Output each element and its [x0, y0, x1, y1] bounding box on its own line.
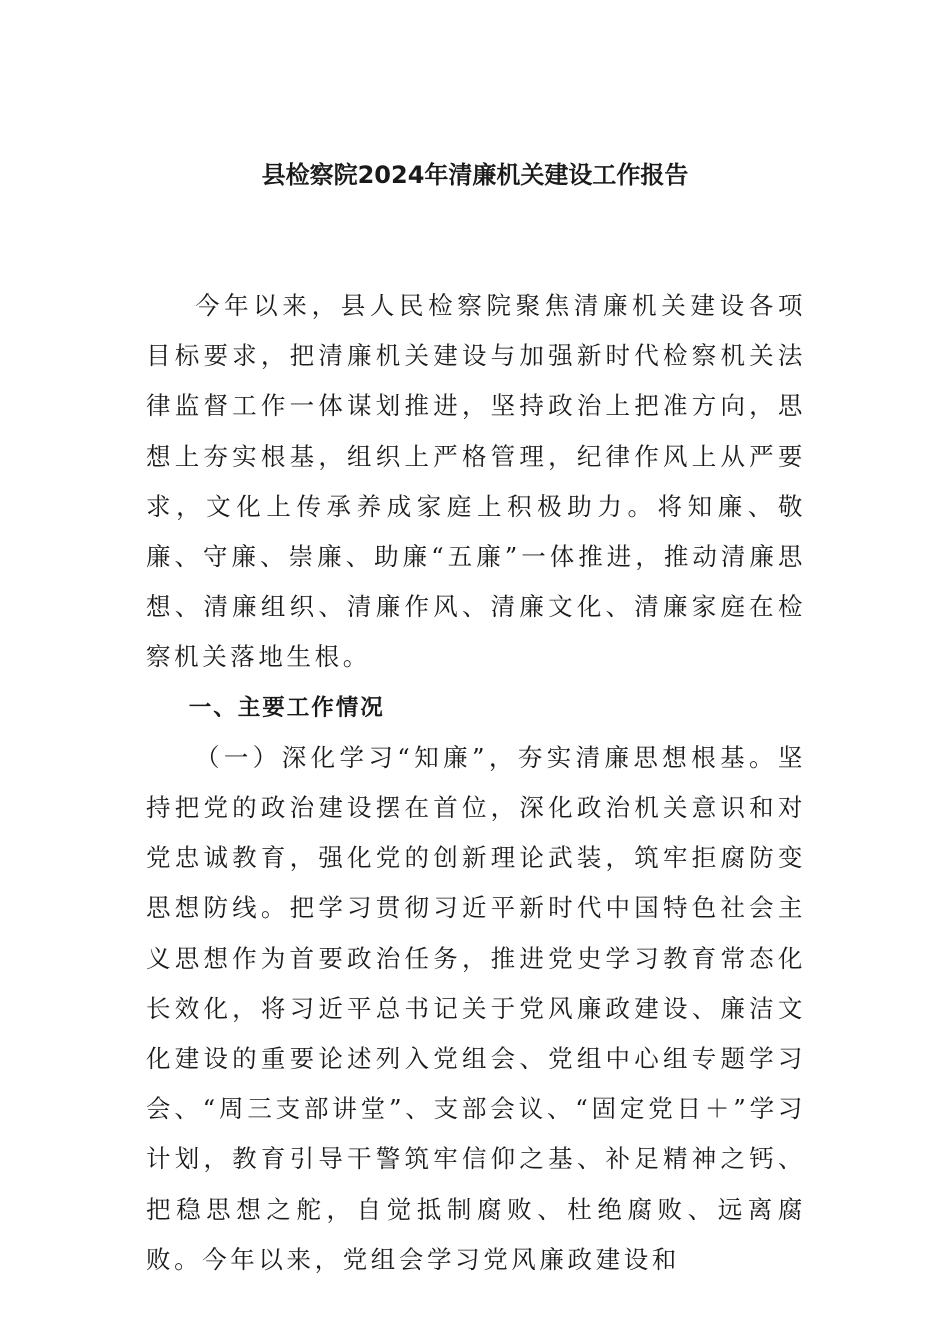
section-paragraph: （一）深化学习“知廉”，夯实清廉思想根基。坚持把党的政治建设摆在首位，深化政治机关意识和对党忠诚教育，强化党的创新理论武装，筑牢拒腐防变思想防线。把学习贯彻习近平新时代中国特色社会主义思想作为首要政治任务，推进党史学习教育常态化长效化，将习近平总书记关于党风廉政建设、廉洁文化建设的重要论述列入党组会、党组中心组专题学习会、“周三支部讲堂”、支部会议、“固定党日＋”学习计划，教育引导干警筑牢信仰之基、补足精神之钙、把稳思想之舵，自觉抵制腐败、杜绝腐败、远离腐败。今年以来，党组会学习党风廉政建设和 — [146, 742, 806, 1274]
section-heading: 一、主要工作情况 — [188, 694, 385, 721]
intro-paragraph: 今年以来，县人民检察院聚焦清廉机关建设各项目标要求，把清廉机关建设与加强新时代检察机关法律监督工作一体谋划推进，坚持政治上把准方向，思想上夯实根基，组织上严格管理，纪律作风上从严要求，文化上传承养成家庭上积极助力。将知廉、敬廉、守廉、崇廉、助廉“五廉”一体推进，推动清廉思想、清廉组织、清廉作风、清廉文化、清廉家庭在检察机关落地生根。 — [146, 291, 806, 672]
document-title: 县检察院2024年清廉机关建设工作报告 — [261, 161, 689, 189]
document-body — [146, 281, 806, 1285]
